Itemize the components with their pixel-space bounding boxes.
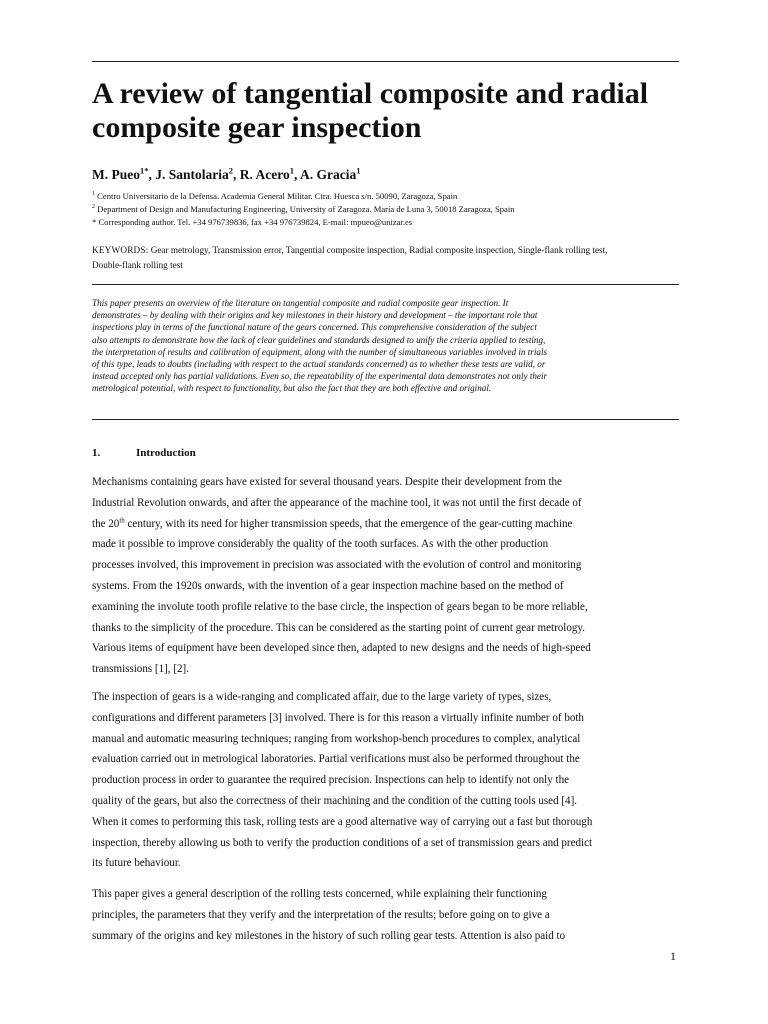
author-name: M. Pueo (92, 167, 140, 182)
author-affil-mark: 1 (289, 165, 295, 176)
body-paragraph: This paper gives a general description of the rolling tests concerned, while explaining their functioning principles, the parameters that they verify and the interpretation of the results; before going on to give a summary of the origins and key milestones in the history of such rolling gear tests. Attention is also paid to (92, 888, 566, 942)
author-list: M. Pueo$^{1*}$, J. Santolaria$^2$, R. Acero$^1$, A. Gracia$^1$ (92, 165, 361, 182)
affiliation-item: $^2$ Department of Design and Manufacturing Engineering, University of Zaragoza. María de Luna 3, 50018 Zaragoza, Spain (92, 204, 515, 214)
author-name: A. Gracia (300, 167, 357, 182)
abstract-line: demonstrates – by dealing with their origins and key milestones in their history and development – the important role that (92, 310, 538, 321)
abstract-line: This paper presents an overview of the literature on tangential composite and radial composite gear inspection. It (92, 298, 509, 308)
corresponding-author: * Corresponding author. Tel. +34 976739836, fax +34 976739824, E-mail: mpueo@unizar.es (92, 217, 413, 227)
author-name: R. Acero (239, 167, 290, 182)
abstract-line: the interpretation of results and calibration of equipment, along with the number of simultaneous variables involved in trials (92, 346, 548, 357)
abstract (92, 297, 682, 395)
top-rule (92, 61, 679, 62)
page-number: 1 (670, 949, 676, 963)
abstract-top-rule (92, 284, 679, 285)
keywords-label: KEYWORDS: (92, 245, 149, 255)
affiliation-item: $^1$ Centro Universitario de la Defensa. Academia General Militar. Ctra. Huesca s/n. 50090, Zaragoza, Spain (92, 191, 458, 201)
paper-title (92, 77, 692, 145)
abstract-line: also attempts to demonstrate how the lack of clear guidelines and standards designed to unify the criteria applied to testing, (92, 334, 546, 345)
keywords-text: Double-flank rolling test (92, 260, 183, 270)
section-number: 1. (92, 447, 101, 459)
title-line: A review of tangential composite and radial (92, 77, 649, 110)
body-paragraph: Mechanisms containing gears have existed for several thousand years. Despite their development from the Industrial Revolution onwards, and after the appearance of the machine tool, it was not until the first decade of the 20th century, with its need for higher transmission speeds, that the emergence of the gear-cutting machine made it possible to improve considerably the quality of the tooth surfaces. As with the other production processes involved, this improvement in precision was associated with the evolution of control and monitoring systems. From the 1920s onwards, with the invention of a gear inspection machine based on the method of examining the involute tooth profile relative to the base circle, the inspection of gears began to be more reliable, thanks to the simplicity of the procedure. This can be considered as the starting point of current gear metrology. Various items of equipment have been developed since then, adapted to new designs and the needs of high-speed transmissions [1], [2]. (92, 476, 591, 676)
section-title: Introduction (136, 447, 196, 459)
abstract-line: of this type, leads to doubts (including with respect to the actual standards concerned) as to whether these tests are valid, or (92, 359, 546, 370)
author-affil-mark: 2 (228, 165, 234, 176)
abstract-line: inspections play in terms of the functional nature of the gears concerned. This comprehensive consideration of the subject (92, 322, 537, 333)
keywords (92, 243, 682, 273)
abstract-bottom-rule (92, 419, 679, 420)
title-line: composite gear inspection (92, 111, 422, 144)
abstract-line: instead accepted only has partial validations. Even so, the repeatability of the experimental data demonstrates not only their (92, 371, 548, 382)
author-affil-mark: 1* (140, 165, 149, 176)
keywords-text: Gear metrology, Transmission error, Tangential composite inspection, Radial composite inspection, Single-flank rolling test, (148, 245, 608, 255)
body-paragraph: The inspection of gears is a wide-ranging and complicated affair, due to the large variety of types, sizes, configurations and different parameters [3] involved. There is for this reason a virtually infinite number of both manual and automatic measuring techniques; ranging from workshop-bench procedures to complex, analytical evaluation carried out in metrological laboratories. Partial verifications must also be performed throughout the production process in order to guarantee the required precision. Inspections can help to identify not only the quality of the gears, but also the correctness of their machining and the condition of the cutting tools used [4]. When it comes to performing this task, rolling tests are a good alternative way of carrying out a fast but thorough inspection, thereby allowing us both to verify the production conditions of a set of transmission gears and predict its future behaviour. (92, 691, 593, 870)
author-affil-mark: 1 (356, 165, 361, 176)
author-name: J. Santolaria (155, 167, 229, 182)
affiliations (92, 190, 692, 229)
section-heading (92, 447, 196, 459)
abstract-line: metrological potential, with respect to functionality, but also the fact that they are both effective and original. (92, 383, 492, 394)
